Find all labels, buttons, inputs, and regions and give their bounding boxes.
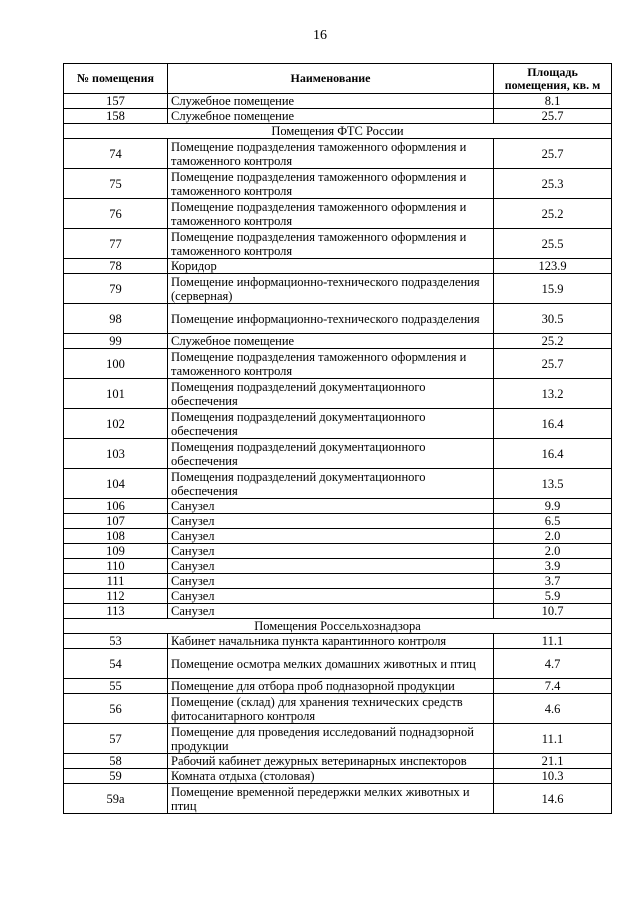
room-name-cell: Санузел <box>168 529 494 544</box>
rooms-table <box>63 63 612 814</box>
room-area-cell: 10.3 <box>494 769 612 784</box>
room-area-cell: 13.2 <box>494 379 612 409</box>
table-row <box>64 514 612 529</box>
room-name-cell: Помещение для проведения исследований поднадзорной продукции <box>168 724 494 754</box>
table-row <box>64 754 612 769</box>
room-name-cell: Помещения подразделений документационного обеспечения <box>168 469 494 499</box>
room-name-cell: Помещение подразделения таможенного оформления и таможенного контроля <box>168 139 494 169</box>
room-name-cell: Служебное помещение <box>168 94 494 109</box>
table-row <box>64 589 612 604</box>
table-row <box>64 544 612 559</box>
room-area-cell: 25.7 <box>494 349 612 379</box>
table-row <box>64 499 612 514</box>
room-number-cell: 99 <box>64 334 168 349</box>
room-area-cell: 10.7 <box>494 604 612 619</box>
room-name-cell: Кабинет начальника пункта карантинного контроля <box>168 634 494 649</box>
room-area-cell: 25.3 <box>494 169 612 199</box>
table-row <box>64 634 612 649</box>
room-name-cell: Рабочий кабинет дежурных ветеринарных инспекторов <box>168 754 494 769</box>
room-name-cell: Санузел <box>168 589 494 604</box>
room-number-cell: 112 <box>64 589 168 604</box>
room-number-cell: 106 <box>64 499 168 514</box>
header-room-number: № помещения <box>64 64 168 94</box>
room-name-cell: Помещение подразделения таможенного оформления и таможенного контроля <box>168 229 494 259</box>
room-number-cell: 100 <box>64 349 168 379</box>
section-title: Помещения Россельхознадзора <box>64 619 612 634</box>
room-name-cell: Комната отдыха (столовая) <box>168 769 494 784</box>
room-number-cell: 76 <box>64 199 168 229</box>
room-area-cell: 3.9 <box>494 559 612 574</box>
room-area-cell: 8.1 <box>494 94 612 109</box>
room-name-cell: Помещения подразделений документационного обеспечения <box>168 409 494 439</box>
table-row <box>64 199 612 229</box>
room-number-cell: 59а <box>64 784 168 814</box>
room-number-cell: 77 <box>64 229 168 259</box>
room-number-cell: 53 <box>64 634 168 649</box>
room-area-cell: 3.7 <box>494 574 612 589</box>
room-name-cell: Помещение (склад) для хранения технических средств фитосанитарного контроля <box>168 694 494 724</box>
room-area-cell: 123.9 <box>494 259 612 274</box>
room-number-cell: 78 <box>64 259 168 274</box>
room-number-cell: 113 <box>64 604 168 619</box>
room-area-cell: 25.7 <box>494 139 612 169</box>
room-area-cell: 15.9 <box>494 274 612 304</box>
table-row <box>64 379 612 409</box>
room-number-cell: 79 <box>64 274 168 304</box>
section-row <box>64 619 612 634</box>
table-row <box>64 229 612 259</box>
room-area-cell: 25.2 <box>494 199 612 229</box>
room-area-cell: 11.1 <box>494 724 612 754</box>
table-row <box>64 169 612 199</box>
room-number-cell: 111 <box>64 574 168 589</box>
room-area-cell: 25.2 <box>494 334 612 349</box>
room-name-cell: Служебное помещение <box>168 334 494 349</box>
room-name-cell: Помещение информационно-технического подразделения <box>168 304 494 334</box>
table-row <box>64 304 612 334</box>
table-body <box>64 94 612 814</box>
room-name-cell: Помещение информационно-технического подразделения (серверная) <box>168 274 494 304</box>
room-number-cell: 74 <box>64 139 168 169</box>
room-name-cell: Помещение подразделения таможенного оформления и таможенного контроля <box>168 349 494 379</box>
room-area-cell: 4.7 <box>494 649 612 679</box>
room-name-cell: Помещение подразделения таможенного оформления и таможенного контроля <box>168 169 494 199</box>
room-area-cell: 16.4 <box>494 409 612 439</box>
table-row <box>64 259 612 274</box>
section-title: Помещения ФТС России <box>64 124 612 139</box>
table-row <box>64 604 612 619</box>
header-name: Наименование <box>168 64 494 94</box>
room-area-cell: 4.6 <box>494 694 612 724</box>
table-row <box>64 139 612 169</box>
table-row <box>64 349 612 379</box>
room-number-cell: 101 <box>64 379 168 409</box>
room-area-cell: 21.1 <box>494 754 612 769</box>
room-number-cell: 157 <box>64 94 168 109</box>
room-name-cell: Санузел <box>168 574 494 589</box>
table-row <box>64 574 612 589</box>
room-area-cell: 30.5 <box>494 304 612 334</box>
room-number-cell: 104 <box>64 469 168 499</box>
table-row <box>64 469 612 499</box>
table-row <box>64 649 612 679</box>
room-area-cell: 14.6 <box>494 784 612 814</box>
room-name-cell: Помещение для отбора проб подназорной продукции <box>168 679 494 694</box>
room-area-cell: 25.7 <box>494 109 612 124</box>
room-number-cell: 108 <box>64 529 168 544</box>
page-number: 16 <box>313 28 327 43</box>
room-area-cell: 11.1 <box>494 634 612 649</box>
room-name-cell: Санузел <box>168 559 494 574</box>
room-number-cell: 75 <box>64 169 168 199</box>
section-row <box>64 124 612 139</box>
room-name-cell: Помещения подразделений документационного обеспечения <box>168 379 494 409</box>
room-number-cell: 57 <box>64 724 168 754</box>
room-name-cell: Санузел <box>168 514 494 529</box>
room-area-cell: 13.5 <box>494 469 612 499</box>
room-area-cell: 7.4 <box>494 679 612 694</box>
table-row <box>64 694 612 724</box>
room-name-cell: Коридор <box>168 259 494 274</box>
table-row <box>64 274 612 304</box>
table-row <box>64 784 612 814</box>
room-number-cell: 110 <box>64 559 168 574</box>
room-name-cell: Помещение временной передержки мелких животных и птиц <box>168 784 494 814</box>
room-name-cell: Помещения подразделений документационного обеспечения <box>168 439 494 469</box>
table-row <box>64 679 612 694</box>
room-area-cell: 5.9 <box>494 589 612 604</box>
room-area-cell: 16.4 <box>494 439 612 469</box>
room-area-cell: 2.0 <box>494 544 612 559</box>
room-area-cell: 2.0 <box>494 529 612 544</box>
room-number-cell: 59 <box>64 769 168 784</box>
room-number-cell: 58 <box>64 754 168 769</box>
room-number-cell: 102 <box>64 409 168 439</box>
room-name-cell: Помещение подразделения таможенного оформления и таможенного контроля <box>168 199 494 229</box>
room-name-cell: Служебное помещение <box>168 109 494 124</box>
room-number-cell: 56 <box>64 694 168 724</box>
room-number-cell: 55 <box>64 679 168 694</box>
room-area-cell: 9.9 <box>494 499 612 514</box>
table-row <box>64 559 612 574</box>
table-row <box>64 334 612 349</box>
room-area-cell: 6.5 <box>494 514 612 529</box>
table-header-row <box>64 64 612 94</box>
table-row <box>64 724 612 754</box>
room-name-cell: Санузел <box>168 544 494 559</box>
table-row <box>64 529 612 544</box>
table-row <box>64 109 612 124</box>
room-number-cell: 98 <box>64 304 168 334</box>
room-name-cell: Санузел <box>168 604 494 619</box>
room-area-cell: 25.5 <box>494 229 612 259</box>
room-name-cell: Помещение осмотра мелких домашних животных и птиц <box>168 649 494 679</box>
table-row <box>64 769 612 784</box>
room-number-cell: 109 <box>64 544 168 559</box>
header-area: Площадь помещения, кв. м <box>494 64 612 94</box>
room-number-cell: 103 <box>64 439 168 469</box>
room-number-cell: 158 <box>64 109 168 124</box>
table-row <box>64 439 612 469</box>
room-name-cell: Санузел <box>168 499 494 514</box>
room-number-cell: 54 <box>64 649 168 679</box>
room-number-cell: 107 <box>64 514 168 529</box>
table-row <box>64 94 612 109</box>
table-row <box>64 409 612 439</box>
